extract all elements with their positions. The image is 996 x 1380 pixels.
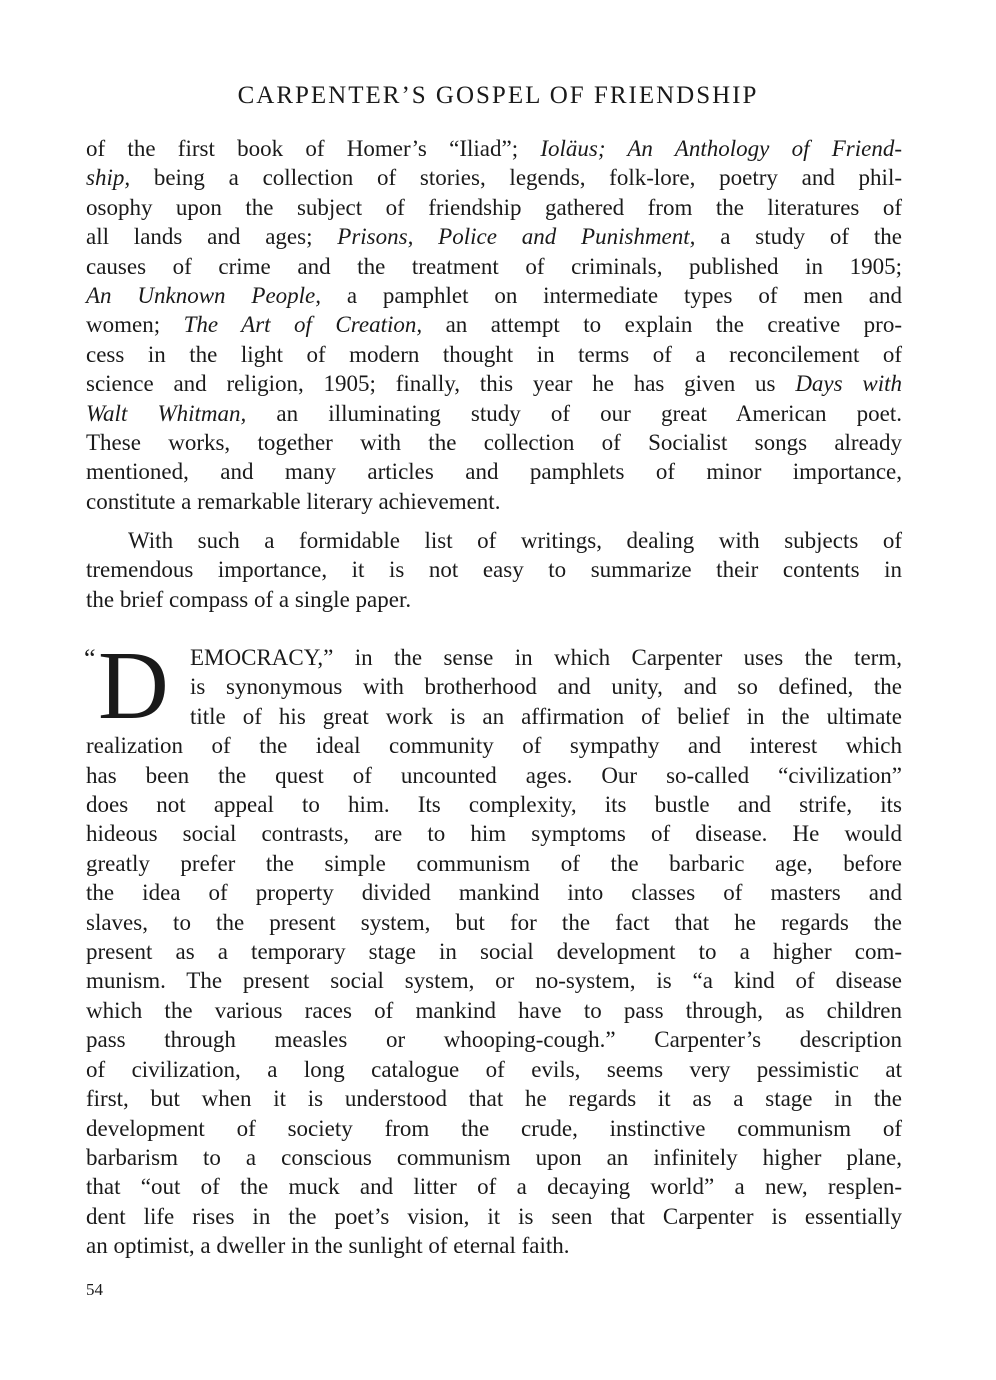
text-segment: women; xyxy=(86,312,184,338)
text-segment: constitute a remarkable literary achievement. xyxy=(86,488,501,514)
text-segment: all lands and ages; xyxy=(86,224,338,250)
text-line xyxy=(86,702,902,731)
text-segment: EMOCRACY,” in the sense in which Carpenter uses the term, xyxy=(190,645,902,670)
paragraph-democracy xyxy=(84,632,902,1261)
text-line xyxy=(86,1025,902,1054)
text-segment: tremendous importance, it is not easy to summarize their contents in xyxy=(86,557,902,583)
text-line xyxy=(86,1055,902,1084)
text-line xyxy=(86,526,902,555)
text-segment: realization of the ideal community of sympathy and interest which xyxy=(86,733,902,759)
text-segment: mentioned, and many articles and pamphlets of minor importance, xyxy=(86,459,902,485)
text-line xyxy=(86,252,902,281)
italic-title-text: An Unknown People, xyxy=(86,283,321,309)
text-line xyxy=(86,849,902,878)
text-line xyxy=(86,281,902,310)
text-segment: dent life rises in the poet’s vision, it is seen that Carpenter is essentially xyxy=(86,1203,902,1229)
text-segment: greatly prefer the simple communism of the barbaric age, before xyxy=(86,850,902,876)
text-line xyxy=(86,1231,902,1260)
text-segment: These works, together with the collection of Socialist songs already xyxy=(86,430,902,456)
text-segment: is synonymous with brotherhood and unity, and so defined, the xyxy=(190,674,902,700)
text-segment: that “out of the muck and litter of a decaying world” a new, resplen- xyxy=(86,1174,902,1200)
text-line xyxy=(86,1143,902,1172)
italic-title-text: The Art of Creation, xyxy=(183,312,423,338)
text-segment: of civilization, a long catalogue of evils, seems very pessimistic at xyxy=(86,1056,902,1082)
italic-title-text: Ioläus; An Anthology of Friend- xyxy=(540,136,902,161)
text-segment: munism. The present social system, or no-system, is “a kind of disease xyxy=(86,968,902,994)
text-segment: title of his great work is an affirmation of belief in the ultimate xyxy=(190,703,902,729)
text-segment: which the various races of mankind have to pass through, as children xyxy=(86,997,902,1023)
paragraph-summary-intro xyxy=(86,526,902,614)
text-line xyxy=(86,1172,902,1201)
italic-title-text: Days with xyxy=(795,371,902,397)
text-line xyxy=(86,457,902,486)
text-segment: has been the quest of uncounted ages. Our so-called “civilization” xyxy=(86,762,902,788)
text-segment: being a collection of stories, legends, folk-lore, poetry and phil- xyxy=(130,165,902,191)
text-line xyxy=(86,996,902,1025)
text-line xyxy=(86,193,902,222)
text-segment: causes of crime and the treatment of criminals, published in 1905; xyxy=(86,253,902,279)
text-segment: the brief compass of a single paper. xyxy=(86,586,412,612)
text-line xyxy=(86,878,902,907)
text-segment: hideous social contrasts, are to him symptoms of disease. He would xyxy=(86,821,902,847)
text-line xyxy=(86,134,902,163)
text-line xyxy=(86,1084,902,1113)
text-segment: an optimist, a dweller in the sunlight of eternal faith. xyxy=(86,1233,570,1259)
text-line xyxy=(86,966,902,995)
text-segment: a study of the xyxy=(695,224,902,250)
text-line xyxy=(86,761,902,790)
text-line xyxy=(86,937,902,966)
text-line xyxy=(86,643,902,672)
text-line xyxy=(86,555,902,584)
text-line xyxy=(86,731,902,760)
text-segment: the idea of property divided mankind into classes of masters and xyxy=(86,880,902,906)
text-segment: science and religion, 1905; finally, this year he has given us xyxy=(86,371,796,397)
italic-title-text: Walt Whitman, xyxy=(86,400,247,426)
text-segment: an illuminating study of our great American poet. xyxy=(246,400,902,426)
running-head: CARPENTER’S GOSPEL OF FRIENDSHIP xyxy=(237,82,759,109)
text-line xyxy=(86,1114,902,1143)
text-segment: first, but when it is understood that he regards it as a stage in the xyxy=(86,1086,902,1112)
italic-title-text: Prisons, Police and Punishment, xyxy=(337,224,696,250)
text-line xyxy=(86,908,902,937)
text-line xyxy=(86,819,902,848)
text-line xyxy=(86,310,902,339)
text-line xyxy=(86,340,902,369)
text-segment: barbarism to a conscious communism upon an infinitely higher plane, xyxy=(86,1144,902,1170)
text-line xyxy=(86,1202,902,1231)
text-segment: present as a temporary stage in social development to a higher com- xyxy=(86,939,902,965)
text-line xyxy=(86,399,902,428)
text-segment: an attempt to explain the creative pro- xyxy=(422,312,902,338)
text-line xyxy=(86,790,902,819)
text-segment: of the first book of Homer’s “Iliad”; xyxy=(86,136,541,161)
text-line xyxy=(86,672,902,701)
text-segment: cess in the light of modern thought in terms of a reconcilement of xyxy=(86,341,902,367)
italic-title-text: ship, xyxy=(86,165,131,191)
text-line xyxy=(86,369,902,398)
text-line xyxy=(86,585,902,614)
drop-cap-letter: D xyxy=(98,632,169,740)
drop-cap-open-quote: “ xyxy=(84,644,96,673)
text-line xyxy=(86,487,902,516)
page-number: 54 xyxy=(86,1280,103,1299)
text-segment: With such a formidable list of writings, dealing with subjects of xyxy=(128,528,902,553)
text-segment: does not appeal to him. Its complexity, its bustle and strife, its xyxy=(86,792,902,818)
text-segment: a pamphlet on intermediate types of men and xyxy=(321,283,902,309)
text-segment: pass through measles or whooping-cough.” Carpenter’s description xyxy=(86,1027,902,1053)
text-line xyxy=(86,428,902,457)
text-segment: slaves, to the present system, but for the fact that he regards the xyxy=(86,909,902,935)
text-line xyxy=(86,163,902,192)
paragraph-works-list xyxy=(86,134,902,516)
text-segment: development of society from the crude, instinctive communism of xyxy=(86,1115,902,1141)
text-line xyxy=(86,222,902,251)
text-segment: osophy upon the subject of friendship gathered from the literatures of xyxy=(86,194,902,220)
